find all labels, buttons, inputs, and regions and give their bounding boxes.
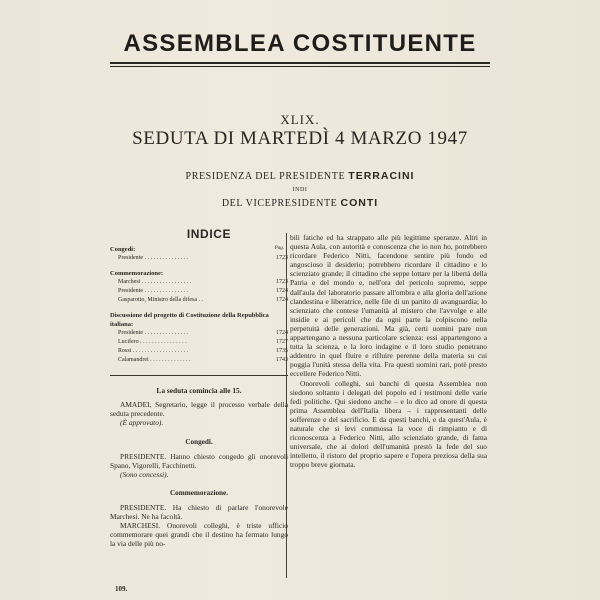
index-entry-label: Presidente . . . . . . . . . . . . . . . — [118, 330, 188, 336]
index-entry-page: 1723 — [276, 255, 288, 261]
index-entry — [110, 287, 288, 296]
index-section-heading: Discussione del progetto di Costituzione della Repubblica italiana: — [110, 312, 269, 328]
congedi-heading: Congedi. — [185, 437, 213, 446]
vice-president-name: CONTI — [340, 197, 379, 209]
amadei-paragraph: AMADEI, Segretario, legge il processo verbale della seduta precedente. — [110, 400, 288, 418]
vice-prefix: DEL VICEPRESIDENTE — [221, 198, 338, 209]
index-entry-label: Gasparotto, Ministro della difesa . . — [118, 297, 203, 303]
right-paragraph-2: Onorevoli colleghi, sui banchi di questa Assemblea non siedono soltanto i delegati del popolo ed i testimoni delle varie fedi politiche. Qui siedono anche – e lo dico ad onore di questa prima Assemblea dell'Italia libera – i rappresentanti delle sofferenze e del sacrificio. E da questi banchi, e da quest'Aula, è naturale che si levi commossa la voce di rimpianto e di riconoscenza a Federico Nitti, allo scienziato grande, di fama universale, che ai dolori dell'umanità prestò la fede del suo intelletto, il ristoro del proprio sapere e l'opera preziosa della sua troppo breve giornata. — [290, 378, 487, 470]
right-paragraph-1: bili fatiche ed ha strappato alle più legittime speranze. Altri in questa Aula, con autorità e conoscenza che io non ho, potrebbero ricordare Federico Nitti, facendone sentire più fondo ed angoscioso il desiderio; potrebbero ricordare il cittadino e lo scienziato grande; il cittadino che seppe lottare per la libertà della Patria e del mondo e, nell'ora del pericolo supremo, seppe dall'aula del laboratorio passare all'ombra e alla gloria dell'azione clandestina e liberatrice, nelle file di un partito di avanguardia; lo scienziato che contese l'umanità al mistero che l'avvolge e alle insidie e ai pericoli che da ogni parte la colpiscono nella perpetuità delle generazioni. Ma già, certi uomini pare non appartengano a nessuna particolare scienza: essi appartengono a tutta la scienza, e la loro indagine e il loro studio penetrano addentro in quel fluire e rifluire perenne della materia su cui poggia l'unità stessa della vita. Fra questi uomini rari, potè presto eccellere Federico Nitti. — [290, 233, 487, 379]
index-entry-page: 1723 — [276, 279, 288, 285]
index-entry — [110, 296, 288, 305]
index-title: INDICE — [186, 227, 232, 241]
approved-note: (È approvato). — [120, 417, 164, 427]
masthead-rule-thin — [110, 66, 490, 67]
right-column — [290, 233, 487, 469]
index-entry-page: 1743 — [276, 357, 288, 363]
congedi-paragraph: PRESIDENTE. Hanno chiesto congedo gli onorevoli Spano, Vigorelli, Facchinetti. — [110, 451, 288, 470]
masthead-title: ASSEMBLEA COSTITUENTE — [123, 30, 477, 57]
session-title: SEDUTA DI MARTEDÌ 4 MARZO 1947 — [132, 128, 468, 149]
indi-label: INDI — [292, 187, 308, 193]
index-entry-label: Rossi . . . . . . . . . . . . . . . . . . . — [118, 348, 189, 354]
index-entry-label: Calamandrei . . . . . . . . . . . . . . — [118, 357, 191, 363]
index-sections — [110, 245, 288, 365]
index-entry — [110, 356, 288, 365]
presidency-line — [110, 170, 490, 182]
index-entry-label: Presidente . . . . . . . . . . . . . . . — [118, 288, 188, 294]
index-entry — [110, 278, 288, 287]
index-section-heading: Commemorazione: — [110, 270, 164, 277]
opening-line: La seduta comincia alle 15. — [156, 386, 242, 395]
index-entry-page: 1735 — [276, 348, 288, 354]
index-entry-page: 1724 — [276, 297, 288, 303]
index-entry — [110, 347, 288, 356]
index-entry-page: 1724 — [276, 330, 288, 336]
index-entry-label: Lucifero . . . . . . . . . . . . . . . . — [118, 339, 187, 345]
president-name: TERRACINI — [348, 170, 415, 182]
index-entry-label: Marchesi . . . . . . . . . . . . . . . . . — [118, 279, 192, 285]
index-entry — [110, 254, 288, 263]
index-entry — [110, 329, 288, 338]
session-number: XLIX. — [280, 112, 320, 127]
index-separator — [110, 375, 288, 376]
index-entry — [110, 338, 288, 347]
page-number: 109. — [115, 585, 128, 593]
index-entry-page: 1727 — [276, 339, 288, 345]
congedi-granted-note: (Sono concessi). — [120, 469, 169, 479]
index-section-heading: Congedi: — [110, 246, 136, 253]
left-column — [110, 227, 288, 549]
commemoration-heading: Commemorazione. — [169, 489, 229, 498]
marchesi-paragraph: MARCHESI. Onorevoli colleghi, è triste ufficio commemorare quei grandi che il destino ha fermato lungo la via delle più no- — [110, 521, 288, 549]
index-entry-label: Presidente . . . . . . . . . . . . . . . — [118, 255, 188, 261]
masthead-rule — [110, 62, 490, 64]
presidency-prefix: PRESIDENZA DEL PRESIDENTE — [185, 171, 346, 182]
commemoration-paragraph: PRESIDENTE. Ha chiesto di parlare l'onorevole Marchesi. Ne ha facoltà. — [110, 503, 288, 522]
index-entry-page: 1724 — [276, 288, 288, 294]
index-pag-label: Pag. — [274, 246, 284, 251]
vice-presidency-line — [110, 197, 490, 209]
